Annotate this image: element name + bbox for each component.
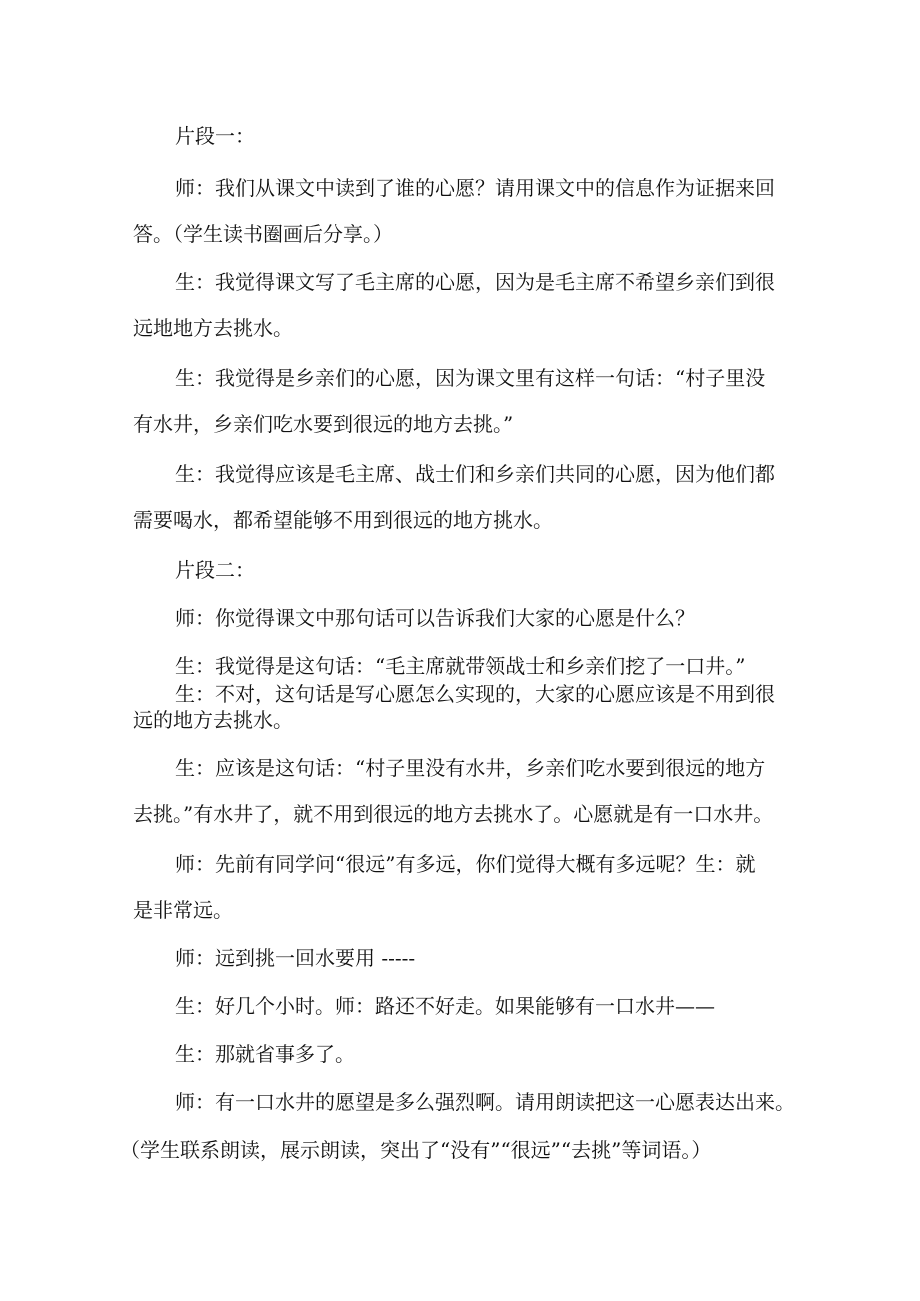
paragraph-line: 生：应该是这句话：“村子里没有水井，乡亲们吃水要到很远的地方: [175, 756, 766, 780]
paragraph-line: 远地地方去挑水。: [133, 316, 293, 340]
paragraph-line: 有水井，乡亲们吃水要到很远的地方去挑。”: [133, 412, 514, 436]
paragraph-line: 远的地方去挑水。: [133, 708, 293, 732]
paragraph-line: 生：我觉得应该是毛主席、战士们和乡亲们共同的心愿，因为他们都: [175, 462, 775, 486]
paragraph-line: （学生联系朗读，展示朗读，突出了“没有”“很远”“去挑”等词语。）: [120, 1138, 712, 1162]
paragraph-line: 答。（学生读书圈画后分享。）: [133, 222, 393, 246]
section-heading-2: 片段二：: [175, 558, 255, 582]
paragraph-line: 生：我觉得是这句话：“毛主席就带领战士和乡亲们挖了一口井。”: [175, 654, 746, 678]
paragraph-line: 生：好几个小时。师：路还不好走。如果能够有一口水井——: [175, 994, 715, 1018]
paragraph-line: 师：我们从课文中读到了谁的心愿？请用课文中的信息作为证据来回: [175, 176, 775, 200]
paragraph-line: 师：有一口水井的愿望是多么强烈啊。请用朗读把这一心愿表达出来。: [175, 1090, 795, 1114]
paragraph-line: 师：你觉得课文中那句话可以告诉我们大家的心愿是什么？: [175, 606, 695, 630]
section-heading-1: 片段一：: [175, 124, 255, 148]
paragraph-line: 生：我觉得是乡亲们的心愿，因为课文里有这样一句话：“村子里没: [175, 366, 766, 390]
paragraph-line: 是非常远。: [133, 898, 233, 922]
paragraph-line: 生：我觉得课文写了毛主席的心愿，因为是毛主席不希望乡亲们到很: [175, 270, 775, 294]
paragraph-line: 生：不对，这句话是写心愿怎么实现的，大家的心愿应该是不用到很: [175, 682, 775, 706]
paragraph-line: 师：先前有同学问“很远”有多远，你们觉得大概有多远呢？生：就: [175, 852, 756, 876]
paragraph-line: 师：远到挑一回水要用 -----: [175, 946, 416, 970]
paragraph-line: 需要喝水，都希望能够不用到很远的地方挑水。: [133, 508, 553, 532]
paragraph-line: 生：那就省事多了。: [175, 1042, 355, 1066]
paragraph-line: 去挑。”有水井了，就不用到很远的地方去挑水了。心愿就是有一口水井。: [133, 802, 774, 826]
